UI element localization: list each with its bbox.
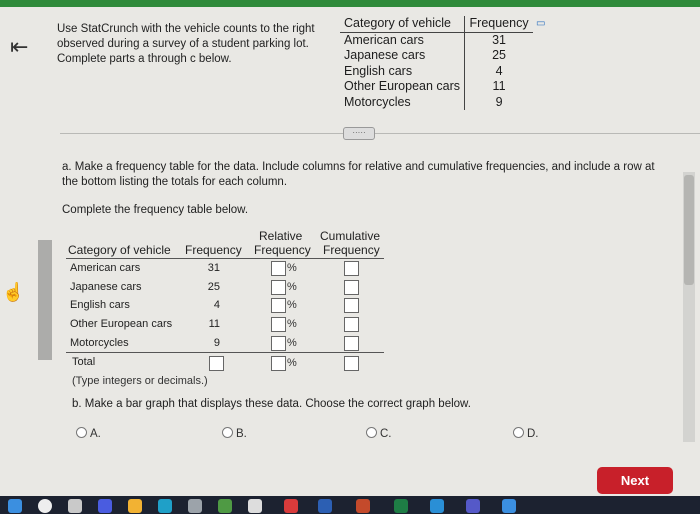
header-relative-top: Relative: [259, 229, 303, 243]
app-icon[interactable]: [248, 499, 262, 513]
radio-circle-icon: [513, 427, 524, 438]
next-button[interactable]: Next: [597, 467, 673, 494]
total-label: Total: [72, 356, 96, 368]
option-label: C.: [380, 428, 392, 440]
file-explorer-icon[interactable]: [128, 499, 142, 513]
given-freq: 4: [465, 64, 534, 80]
excel-icon[interactable]: [394, 499, 408, 513]
given-cat: American cars: [344, 32, 424, 47]
top-accent-bar: [0, 0, 700, 7]
given-freq: 9: [465, 95, 534, 111]
header-category: Category of vehicle: [68, 243, 171, 257]
option-label: D.: [527, 428, 539, 440]
relative-frequency-input[interactable]: [271, 261, 286, 276]
given-cat: Motorcycles: [344, 94, 411, 109]
instruction-text: Complete the frequency table below.: [62, 204, 249, 216]
edge-icon[interactable]: [158, 499, 172, 513]
row-frequency: 11: [208, 318, 220, 330]
cumulative-frequency-input[interactable]: [344, 298, 359, 313]
radio-circle-icon: [76, 427, 87, 438]
total-cumulative-input[interactable]: [344, 356, 359, 371]
left-scroll-edge: [38, 240, 52, 360]
given-header-frequency: Frequency: [465, 16, 534, 32]
part-a-text: a. Make a frequency table for the data. Include columns for relative and cumulative frequencies, and include a row at the bottom listing the totals for each column.: [62, 161, 655, 188]
row-category: Motorcycles: [70, 337, 129, 349]
header-cumulative-bottom: Frequency: [323, 243, 380, 257]
row-category: Japanese cars: [70, 281, 142, 293]
chrome-icon[interactable]: [218, 499, 232, 513]
photos-icon[interactable]: [430, 499, 444, 513]
given-freq: 31: [465, 32, 534, 48]
given-cat: Japanese cars: [344, 48, 426, 62]
copy-data-icon[interactable]: ▭: [536, 18, 546, 29]
percent-sign: %: [287, 281, 297, 293]
given-cat: English cars: [344, 63, 413, 78]
given-header-category: Category of vehicle: [340, 16, 465, 32]
section-divider: [60, 133, 700, 134]
part-b-text: b. Make a bar graph that displays these data. Choose the correct graph below.: [72, 398, 471, 410]
percent-sign: %: [287, 318, 297, 330]
radio-circle-icon: [222, 427, 233, 438]
hand-cursor-icon: ☝: [2, 282, 25, 302]
option-d-radio[interactable]: [513, 427, 539, 440]
back-arrow-icon[interactable]: ⇤: [10, 34, 29, 59]
relative-frequency-input[interactable]: [271, 317, 286, 332]
option-b-radio[interactable]: [222, 427, 247, 440]
given-cat: Other European cars: [344, 79, 461, 93]
input-note: (Type integers or decimals.): [72, 375, 208, 387]
header-relative-bottom: Frequency: [254, 243, 311, 257]
header-cumulative-top: Cumulative: [320, 229, 381, 243]
given-data-table: [340, 16, 533, 110]
cumulative-frequency-input[interactable]: [344, 336, 359, 351]
row-category: English cars: [70, 299, 130, 311]
powerpoint-icon[interactable]: [356, 499, 370, 513]
teams-chat-icon[interactable]: [466, 499, 480, 513]
header-rule: [66, 258, 384, 259]
percent-sign: %: [287, 357, 297, 369]
question-prompt: Use StatCrunch with the vehicle counts to the right observed during a survey of a student parking lot. Complete parts a through c below.: [57, 23, 315, 65]
mail-icon[interactable]: [284, 499, 298, 513]
row-category: American cars: [70, 262, 141, 274]
cumulative-frequency-input[interactable]: [344, 261, 359, 276]
store-icon[interactable]: [188, 499, 202, 513]
total-frequency-input[interactable]: [209, 356, 224, 371]
vertical-scrollbar-thumb[interactable]: [684, 175, 694, 285]
search-icon[interactable]: [38, 499, 52, 513]
given-freq: 11: [465, 79, 534, 95]
row-frequency: 9: [213, 337, 220, 349]
relative-frequency-input[interactable]: [271, 280, 286, 295]
option-c-radio[interactable]: [366, 427, 392, 440]
row-frequency: 4: [213, 299, 220, 311]
radio-circle-icon: [366, 427, 377, 438]
header-frequency: Frequency: [185, 243, 242, 257]
percent-sign: %: [287, 262, 297, 274]
teams-icon[interactable]: [98, 499, 112, 513]
row-frequency: 25: [207, 281, 220, 293]
given-freq: 25: [465, 48, 534, 64]
cumulative-frequency-input[interactable]: [344, 280, 359, 295]
row-category: Other European cars: [70, 318, 173, 330]
option-label: B.: [236, 428, 247, 440]
percent-sign: %: [287, 337, 297, 349]
option-a-radio[interactable]: [76, 427, 101, 440]
relative-frequency-input[interactable]: [271, 298, 286, 313]
cumulative-frequency-input[interactable]: [344, 317, 359, 332]
app-icon-2[interactable]: [502, 499, 516, 513]
option-label: A.: [90, 428, 101, 440]
word-icon[interactable]: [318, 499, 332, 513]
percent-sign: %: [287, 299, 297, 311]
start-icon[interactable]: [8, 499, 22, 513]
task-view-icon[interactable]: [68, 499, 82, 513]
row-frequency: 31: [207, 262, 220, 274]
total-rule: [66, 352, 384, 353]
relative-frequency-input[interactable]: [271, 336, 286, 351]
expand-more-button[interactable]: ·····: [343, 127, 375, 140]
total-relative-input[interactable]: [271, 356, 286, 371]
